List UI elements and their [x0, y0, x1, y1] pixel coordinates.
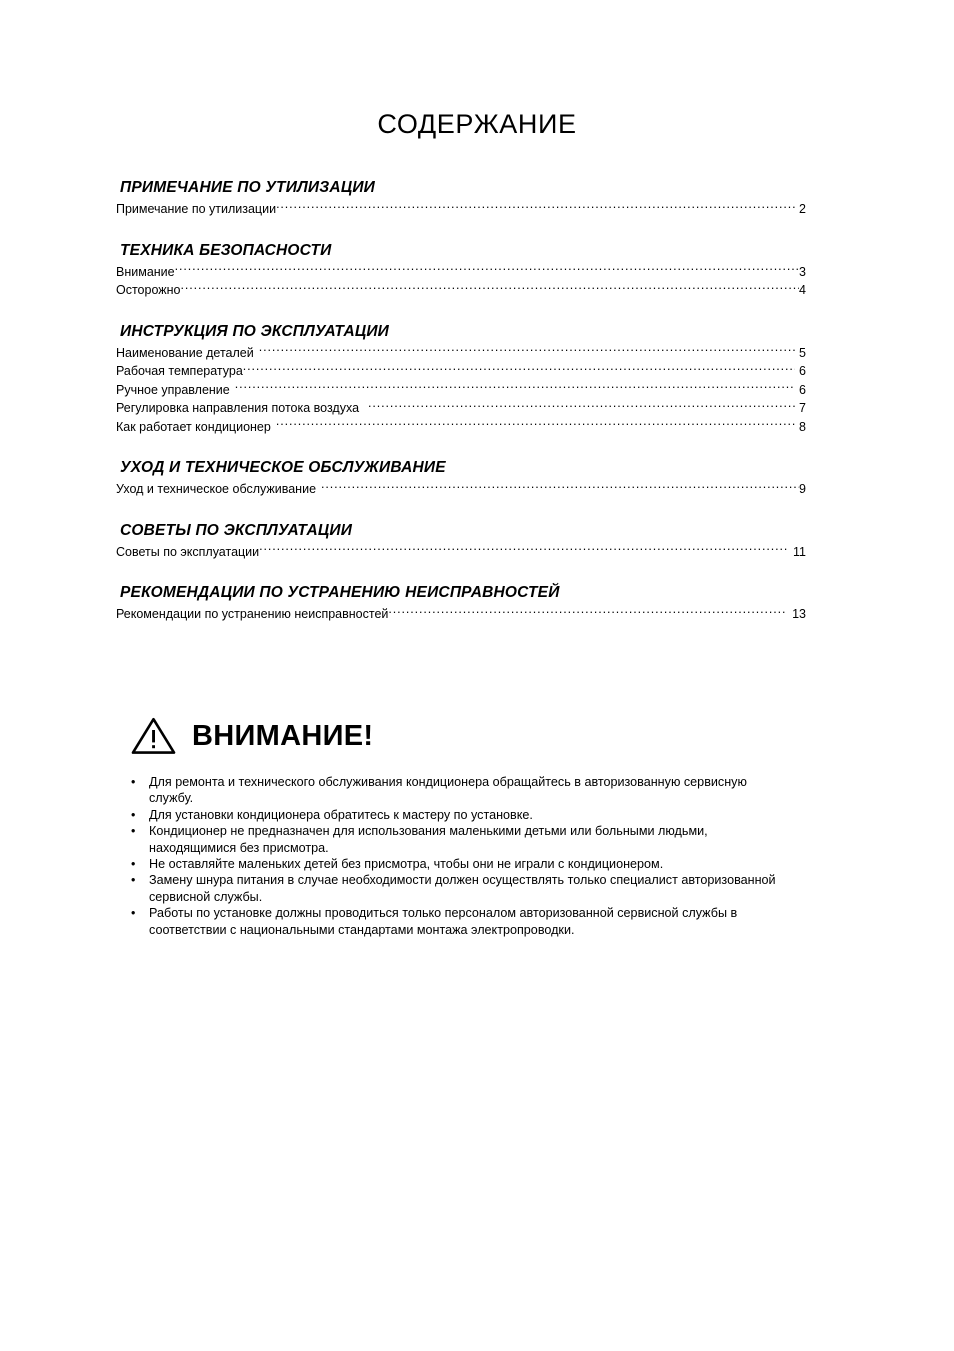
toc-group	[116, 521, 806, 562]
warning-list-item	[130, 872, 830, 905]
toc-leader-dots	[235, 381, 795, 394]
toc-entry-label: Внимание	[116, 264, 175, 279]
toc-entry[interactable]	[116, 381, 806, 400]
toc-group	[116, 322, 806, 437]
toc-section-heading: СОВЕТЫ ПО ЭКСПЛУАТАЦИИ	[120, 521, 353, 539]
bullet-marker-icon: •	[131, 824, 136, 839]
toc-page-number: 2	[799, 202, 806, 216]
table-of-contents	[116, 178, 806, 624]
bullet-marker-icon: •	[131, 807, 136, 822]
toc-leader-dots	[276, 418, 795, 431]
warning-list-item-text: Кондиционер не предназначен для использования маленькими детьми или больными людьми, находящимися без присмотра.	[149, 824, 708, 855]
warning-list-item-text: Для установки кондиционера обратитесь к мастеру по установке.	[149, 807, 533, 822]
toc-entry-label: Рабочая температура	[116, 364, 243, 378]
bullet-marker-icon: •	[131, 873, 136, 888]
toc-entry[interactable]	[116, 200, 806, 219]
warning-list-item	[130, 774, 830, 807]
toc-entry[interactable]	[116, 281, 806, 300]
toc-entry-label: Примечание по утилизации	[116, 202, 277, 216]
toc-entry-list	[116, 480, 806, 499]
toc-page-number: 6	[799, 382, 806, 397]
toc-page-number: 8	[799, 419, 806, 434]
toc-leader-dots	[388, 605, 785, 618]
toc-entry-label: Советы по эксплуатации	[116, 544, 260, 559]
toc-entry-label: Уход и техническое обслуживание	[116, 482, 317, 496]
bullet-marker-icon: •	[131, 775, 136, 789]
toc-leader-dots	[259, 543, 789, 556]
warning-list-item-text: Работы по установке должны проводиться только персоналом авторизованной сервисной службы в соответствии с национальными стандартами монтажа электропроводки.	[149, 906, 738, 937]
toc-section-heading: ИНСТРУКЦИЯ ПО ЭКСПЛУАТАЦИИ	[120, 322, 390, 340]
toc-entry[interactable]	[116, 480, 806, 499]
toc-page-number: 7	[799, 401, 806, 415]
toc-section-heading: ТЕХНИКА БЕЗОПАСНОСТИ	[120, 241, 332, 259]
toc-page-number: 6	[799, 364, 806, 378]
toc-group-spacer	[116, 561, 806, 583]
toc-section-heading: ПРИМЕЧАНИЕ ПО УТИЛИЗАЦИИ	[120, 179, 376, 196]
toc-leader-dots	[368, 399, 795, 412]
toc-group	[116, 241, 806, 300]
toc-group-spacer	[116, 300, 806, 322]
toc-entry[interactable]	[116, 344, 806, 363]
toc-entry[interactable]	[116, 605, 806, 624]
toc-entry[interactable]	[116, 263, 806, 282]
toc-entry-list	[116, 344, 806, 437]
toc-group-spacer	[116, 219, 806, 241]
toc-entry-label: Рекомендации по устранению неисправностей	[116, 607, 389, 621]
toc-leader-dots	[181, 281, 800, 294]
toc-entry-list	[116, 605, 806, 624]
toc-entry[interactable]	[116, 362, 806, 381]
toc-page-number: 5	[799, 345, 806, 360]
page-title: СОДЕРЖАНИЕ	[377, 109, 577, 139]
toc-entry[interactable]	[116, 399, 806, 418]
warning-title: ВНИМАНИЕ!	[192, 720, 374, 752]
toc-group	[116, 458, 806, 499]
toc-leader-dots	[276, 200, 795, 213]
toc-leader-dots	[243, 362, 795, 375]
warning-list-item-text: Замену шнура питания в случае необходимости должен осуществлять только специалист авторизованной сервисной службы.	[149, 873, 776, 904]
warning-list-item	[130, 905, 830, 938]
toc-entry[interactable]	[116, 543, 806, 562]
toc-group	[116, 178, 806, 219]
toc-leader-dots	[321, 480, 799, 493]
toc-entry-label: Как работает кондиционер	[116, 419, 271, 434]
toc-entry-label: Осторожно	[116, 283, 181, 297]
toc-entry[interactable]	[116, 418, 806, 437]
toc-entry-list	[116, 543, 806, 562]
toc-page-number: 13	[792, 607, 806, 621]
toc-entry-list	[116, 200, 806, 219]
toc-group-spacer	[116, 499, 806, 521]
warning-list-item-text: Не оставляйте маленьких детей без присмотра, чтобы они не играли с кондиционером.	[149, 857, 664, 872]
toc-group-spacer	[116, 436, 806, 458]
toc-page-number: 3	[799, 264, 806, 279]
warning-bullet-list	[130, 774, 830, 938]
warning-list-item-text: Для ремонта и технического обслуживания кондиционера обращайтесь в авторизованную сервисную службу.	[149, 775, 747, 806]
bullet-marker-icon: •	[131, 906, 136, 921]
warning-header	[130, 712, 830, 760]
toc-section-heading: УХОД И ТЕХНИЧЕСКОЕ ОБСЛУЖИВАНИЕ	[120, 459, 446, 476]
bullet-marker-icon: •	[131, 857, 136, 872]
toc-page-number: 9	[799, 482, 806, 496]
toc-section-heading: РЕКОМЕНДАЦИИ ПО УСТРАНЕНИЮ НЕИСПРАВНОСТЕЙ	[120, 584, 560, 601]
warning-triangle-icon	[130, 715, 178, 757]
warning-list-item	[130, 807, 830, 823]
toc-group	[116, 583, 806, 624]
warning-notice	[130, 712, 830, 938]
warning-list-item	[130, 823, 830, 856]
toc-leader-dots	[175, 263, 799, 276]
toc-page-number: 4	[799, 283, 806, 297]
toc-entry-list	[116, 263, 806, 300]
toc-leader-dots	[259, 344, 795, 357]
warning-list-item	[130, 856, 830, 872]
toc-page-number: 11	[793, 544, 806, 559]
toc-entry-label: Регулировка направления потока воздуха	[116, 401, 360, 415]
toc-entry-label: Ручное управление	[116, 382, 230, 397]
toc-entry-label: Наименование деталей	[116, 345, 254, 360]
